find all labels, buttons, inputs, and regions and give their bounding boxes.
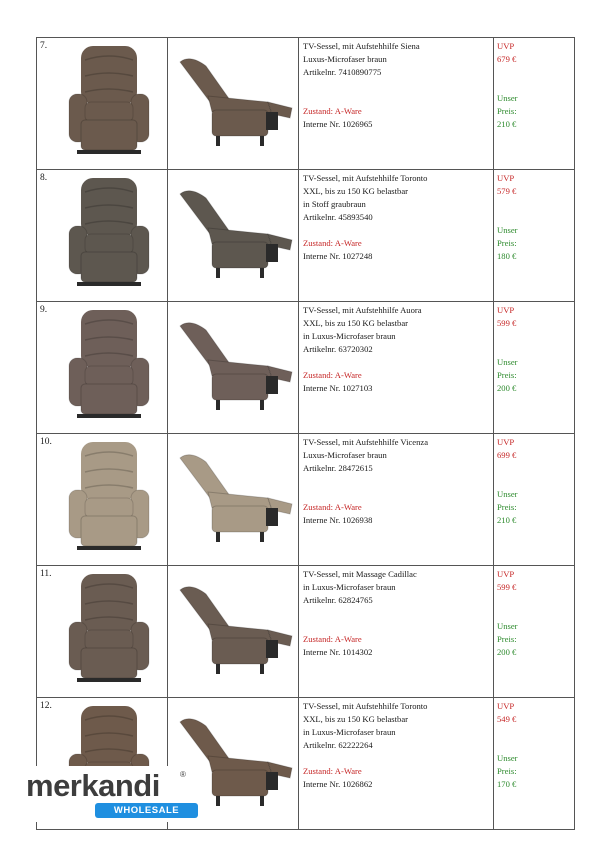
uvp-price: 579 € [497,186,517,196]
merkandi-logo [22,766,192,822]
our-price-label-2: Preis: [497,370,517,380]
image-cell-reclined [168,434,299,566]
price-cell [494,434,575,566]
internal-number: Interne Nr. 1026938 [303,515,373,525]
our-price-label-1: Unser [497,93,518,103]
chair-front-photo [59,42,159,160]
image-cell-front [37,170,168,302]
chair-front-photo [59,438,159,556]
our-price-label-2: Preis: [497,106,517,116]
our-price: 210 € [497,515,517,525]
chair-reclined-photo [172,52,296,152]
product-row [37,302,575,434]
description-cell [299,434,494,566]
chair-front-photo [59,174,159,292]
image-cell-front [37,434,168,566]
internal-number: Interne Nr. 1014302 [303,647,373,657]
product-description-line: in Luxus-Microfaser braun [303,727,396,737]
description-cell [299,566,494,698]
condition-text: Zustand: A-Ware [303,766,362,776]
item-number: 9. [40,305,48,315]
our-price-block [497,752,557,791]
our-price: 210 € [497,119,517,129]
product-description-line: XXL, bis zu 150 KG belastbar [303,714,409,724]
description-cell [299,302,494,434]
item-number: 7. [40,41,48,51]
product-description-line: in Luxus-Microfaser braun [303,582,396,592]
chair-front-photo [59,306,159,424]
price-cell [494,566,575,698]
uvp-price: 679 € [497,54,517,64]
image-cell-reclined [168,170,299,302]
description-cell [299,38,494,170]
chair-reclined-photo [172,316,296,416]
product-description-line: Luxus-Microfaser braun [303,450,387,460]
our-price-block [497,224,557,263]
our-price-label-1: Unser [497,489,518,499]
item-number: 12. [40,701,52,711]
item-number: 10. [40,437,52,447]
product-description-line: TV-Sessel, mit Massage Cadillac [303,569,417,579]
our-price-block [497,488,557,527]
price-cell [494,302,575,434]
chair-reclined-photo [172,580,296,680]
internal-number: Interne Nr. 1026965 [303,119,373,129]
condition-text: Zustand: A-Ware [303,502,362,512]
our-price-label-1: Unser [497,753,518,763]
image-cell-reclined [168,38,299,170]
uvp-label: UVP [497,701,515,711]
product-table [36,37,575,830]
product-row [37,566,575,698]
product-description-line: Artikelnr. 7410890775 [303,67,382,77]
product-description-line: Luxus-Microfaser braun [303,54,387,64]
our-price: 200 € [497,647,517,657]
image-cell-reclined [168,302,299,434]
condition-text: Zustand: A-Ware [303,370,362,380]
uvp-label: UVP [497,41,515,51]
internal-number: Interne Nr. 1026862 [303,779,373,789]
price-cell [494,698,575,830]
chair-reclined-photo [172,448,296,548]
internal-number: Interne Nr. 1027248 [303,251,373,261]
condition-text: Zustand: A-Ware [303,634,362,644]
product-description-line: Artikelnr. 63720302 [303,344,373,354]
image-cell-front [37,302,168,434]
product-description-line: Artikelnr. 45893540 [303,212,373,222]
product-description-line: TV-Sessel, mit Aufstehhilfe Toronto [303,173,428,183]
our-price-label-1: Unser [497,225,518,235]
product-description-line: in Stoff graubraun [303,199,366,209]
product-description-line: Artikelnr. 62824765 [303,595,373,605]
product-description-line: XXL, bis zu 150 KG belastbar [303,186,409,196]
description-cell [299,170,494,302]
our-price: 180 € [497,251,517,261]
uvp-price: 549 € [497,714,517,724]
product-row [37,170,575,302]
condition-text: Zustand: A-Ware [303,238,362,248]
product-row [37,434,575,566]
chair-reclined-photo [172,184,296,284]
condition-text: Zustand: A-Ware [303,106,362,116]
our-price-block [497,356,557,395]
our-price-label-2: Preis: [497,238,517,248]
internal-number: Interne Nr. 1027103 [303,383,373,393]
our-price: 170 € [497,779,517,789]
uvp-label: UVP [497,437,515,447]
uvp-label: UVP [497,305,515,315]
price-cell [494,170,575,302]
logo-wholesale-badge: WHOLESALE [95,803,198,818]
description-cell [299,698,494,830]
uvp-label: UVP [497,173,515,183]
our-price-label-1: Unser [497,621,518,631]
image-cell-front [37,38,168,170]
product-description-line: TV-Sessel, mit Aufstehhilfe Toronto [303,701,428,711]
our-price: 200 € [497,383,517,393]
product-description-line: XXL, bis zu 150 KG belastbar [303,318,409,328]
our-price-label-2: Preis: [497,634,517,644]
product-row [37,38,575,170]
product-description-line: TV-Sessel, mit Aufstehhilfe Siena [303,41,420,51]
uvp-price: 699 € [497,450,517,460]
logo-wordmark: merkandi [26,768,160,803]
product-description-line: Artikelnr. 62222264 [303,740,373,750]
uvp-price: 599 € [497,582,517,592]
item-number: 11. [40,569,52,579]
our-price-label-1: Unser [497,357,518,367]
price-cell [494,38,575,170]
our-price-block [497,92,557,131]
our-price-label-2: Preis: [497,502,517,512]
logo-registered-mark: ® [180,770,186,779]
uvp-label: UVP [497,569,515,579]
product-description-line: in Luxus-Microfaser braun [303,331,396,341]
image-cell-front [37,566,168,698]
our-price-label-2: Preis: [497,766,517,776]
uvp-price: 599 € [497,318,517,328]
product-description-line: TV-Sessel, mit Aufstehhilfe Auora [303,305,422,315]
chair-front-photo [59,570,159,688]
image-cell-reclined [168,566,299,698]
product-description-line: Artikelnr. 28472615 [303,463,373,473]
item-number: 8. [40,173,48,183]
product-description-line: TV-Sessel, mit Aufstehhilfe Vicenza [303,437,429,447]
our-price-block [497,620,557,659]
